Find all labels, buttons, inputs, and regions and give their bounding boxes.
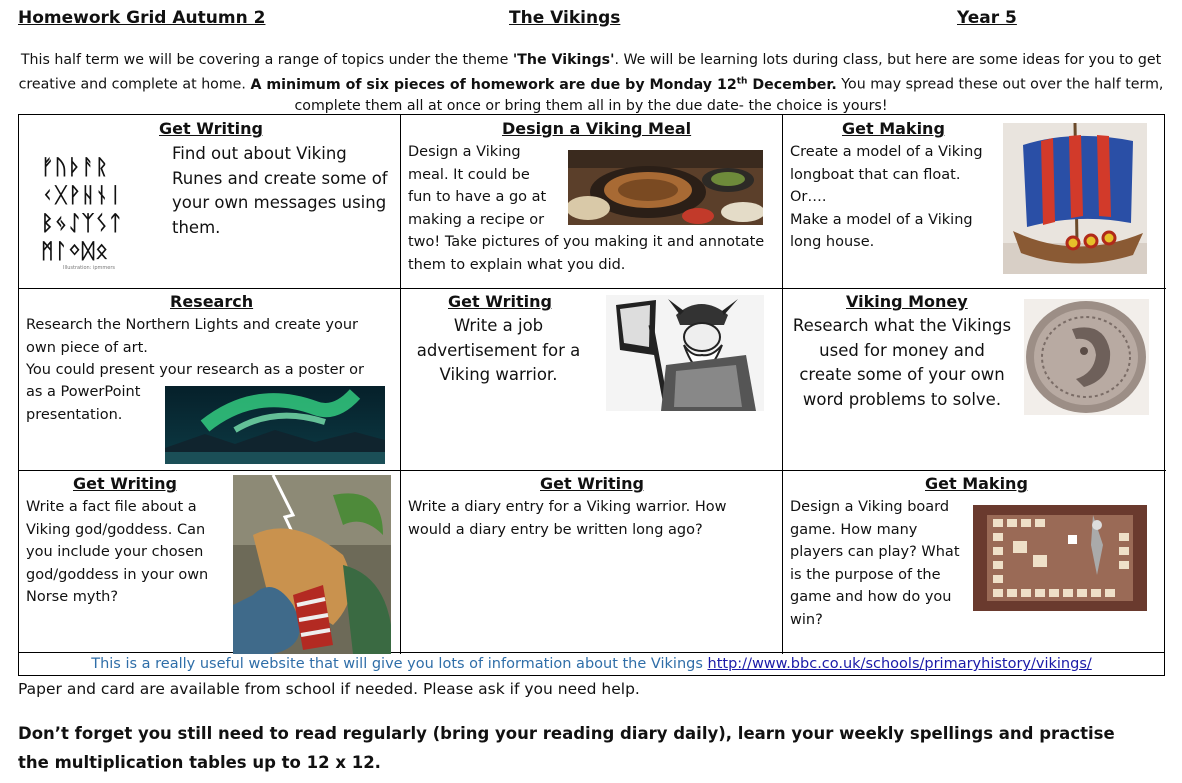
due-date-end: December. [747, 76, 837, 93]
cell-text-continued: two! Take pictures of you making it and annotate them to explain what you did. [408, 234, 765, 273]
intro-text-2: . We will be learning lots during class, but here are some ideas for you to get creative and complete at home. [18, 52, 1162, 93]
website-row [18, 653, 1165, 676]
cell-title: Get Making [842, 119, 945, 138]
rune-row: ᛒᛃᛇᛉᛊᛏ [41, 211, 123, 235]
longboat-model-photo [1003, 123, 1147, 274]
cell-title: Viking Money [846, 292, 968, 311]
cell-text: Create a model of a Viking longboat that can float. Or…. Make a model of a Viking long house. [790, 144, 983, 251]
cell-text: Write a fact file about a Viking god/goddess. Can you include your chosen god/goddess in your own Norse myth? [26, 499, 209, 606]
cell-design-meal [401, 115, 783, 289]
cell-text-continued: You could present your research as a poster or [26, 362, 364, 378]
cell-title: Get Writing [159, 119, 263, 138]
cell-title: Research [170, 292, 254, 311]
cell-text: Write a diary entry for a Viking warrior. How would a diary entry be written long ago? [408, 499, 727, 538]
reading-reminder: Don’t forget you still need to read regularly (bring your reading diary daily), learn your weekly spellings and practise the multiplication tables up to 12 x 12. [18, 724, 1115, 772]
cell-viking-money [783, 289, 1166, 471]
viking-god-painting [233, 475, 391, 654]
website-info-text: This is a really useful website that will give you lots of information about the Vikings [91, 656, 708, 672]
intro-text-1: This half term we will be covering a range of topics under the theme [20, 52, 513, 68]
cell-get-making-longboat [783, 115, 1166, 289]
cell-text-end: as a PowerPoint presentation. [26, 384, 141, 423]
rune-row: ᚠᚢᚦᚨᚱ [41, 155, 109, 179]
runes-caption: Illustration: ipmmers [63, 265, 115, 271]
due-date-suffix: th [736, 76, 748, 86]
cell-text: Research the Northern Lights and create your own piece of art. [26, 317, 358, 356]
rune-row: ᚲᚷᚹᚺᚾᛁ [41, 183, 123, 207]
viking-coin-photo [1024, 299, 1149, 415]
cell-research [19, 289, 401, 471]
cell-text: Write a job advertisement for a Viking warrior. [416, 316, 581, 385]
homework-grid [18, 114, 1165, 653]
viking-warrior-drawing [606, 295, 764, 411]
cell-title: Design a Viking Meal [502, 119, 692, 138]
cell-title: Get Writing [448, 292, 552, 311]
viking-runes-image [41, 153, 159, 275]
grid-title: Homework Grid Autumn 2 [18, 8, 266, 28]
viking-board-game-photo [973, 505, 1147, 611]
rune-row: ᛗᛚᛜᛞᛟ [41, 239, 109, 263]
bbc-vikings-link[interactable]: http://www.bbc.co.uk/schools/primaryhistory/vikings/ [707, 656, 1092, 672]
viking-meal-photo [568, 150, 763, 225]
cell-title: Get Writing [540, 474, 644, 493]
intro-paragraph [16, 50, 1166, 117]
intro-theme: 'The Vikings' [512, 52, 615, 68]
cell-get-writing-god [19, 471, 401, 654]
cell-title: Get Making [925, 474, 1028, 493]
cell-text: Find out about Viking Runes and create some of your own messages using them. [172, 144, 388, 237]
cell-get-making-game [783, 471, 1166, 654]
due-date-text: A minimum of six pieces of homework are due by Monday 12 [250, 76, 737, 93]
cell-get-writing-diary [401, 471, 783, 654]
cell-title: Get Writing [73, 474, 177, 493]
cell-text: Design a Viking board game. How many players can play? What is the purpose of the game and how do you win? [790, 499, 960, 628]
paper-note: Paper and card are available from school if needed. Please ask if you need help. [18, 680, 640, 698]
intro-text-3: You may spread these out over the half term, complete them all at once or bring them all in by the due date- the choice is yours! [294, 76, 1164, 114]
theme-title: The Vikings [509, 8, 621, 28]
cell-text: Design a Viking meal. It could be fun to have a go at making a recipe or [408, 144, 547, 228]
northern-lights-photo [165, 386, 385, 464]
cell-get-writing-runes [19, 115, 401, 289]
cell-get-writing-advert [401, 289, 783, 471]
cell-text: Research what the Vikings used for money and create some of your own word problems to solve. [792, 316, 1012, 409]
year-label: Year 5 [957, 8, 1017, 28]
